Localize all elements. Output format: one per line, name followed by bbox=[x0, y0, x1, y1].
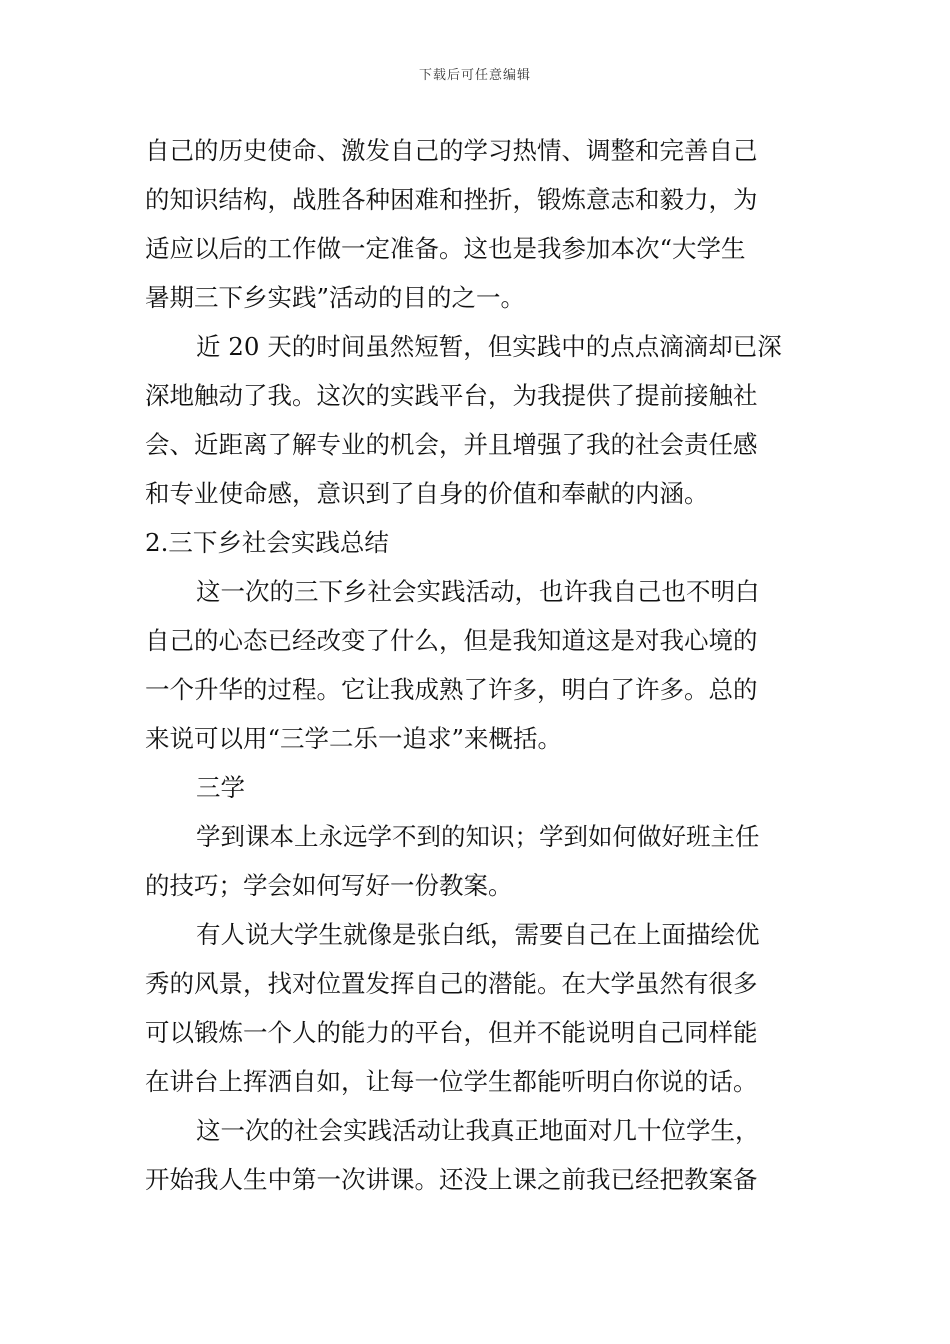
text-line: 秀的风景，找对位置发挥自己的潜能。在大学虽然有很多 bbox=[145, 969, 758, 998]
text-line: 和专业使命感，意识到了自身的价值和奉献的内涵。 bbox=[145, 479, 709, 508]
section-heading: 2.三下乡社会实践总结 bbox=[145, 528, 389, 557]
text-line: 自己的心态已经改变了什么，但是我知道这是对我心境的 bbox=[145, 626, 758, 655]
text-line: 适应以后的工作做一定准备。这也是我参加本次“大学生 bbox=[145, 234, 746, 263]
text-line: 暑期三下乡实践”活动的目的之一。 bbox=[145, 283, 526, 312]
text-line: 的知识结构，战胜各种困难和挫折，锻炼意志和毅力，为 bbox=[145, 185, 758, 214]
text-line: 的技巧；学会如何写好一份教案。 bbox=[145, 871, 513, 900]
text-line: 自己的历史使命、激发自己的学习热情、调整和完善自己 bbox=[145, 136, 758, 165]
text-line: 有人说大学生就像是张白纸，需要自己在上面描绘优 bbox=[196, 920, 760, 949]
text-line: 在讲台上挥洒自如，让每一位学生都能听明白你说的话。 bbox=[145, 1067, 758, 1096]
text-line: 来说可以用“三学二乐一追求”来概括。 bbox=[145, 724, 563, 753]
text-line: 开始我人生中第一次讲课。还没上课之前我已经把教案备 bbox=[145, 1165, 758, 1194]
page-header: 下载后可任意编辑 bbox=[418, 68, 531, 83]
subheading: 三学 bbox=[196, 773, 245, 802]
text-line: 这一次的社会实践活动让我真正地面对几十位学生， bbox=[196, 1116, 760, 1145]
text-line: 近 20 天的时间虽然短暂，但实践中的点点滴滴却已深 bbox=[196, 332, 782, 361]
text-line: 一个升华的过程。它让我成熟了许多，明白了许多。总的 bbox=[145, 675, 758, 704]
text-line: 深地触动了我。这次的实践平台，为我提供了提前接触社 bbox=[145, 381, 758, 410]
text-line: 这一次的三下乡社会实践活动，也许我自己也不明白 bbox=[196, 577, 760, 606]
text-line: 会、近距离了解专业的机会，并且增强了我的社会责任感 bbox=[145, 430, 758, 459]
text-line: 学到课本上永远学不到的知识；学到如何做好班主任 bbox=[196, 822, 760, 851]
text-line: 可以锻炼一个人的能力的平台，但并不能说明自己同样能 bbox=[145, 1018, 758, 1047]
document-body bbox=[145, 126, 810, 1204]
